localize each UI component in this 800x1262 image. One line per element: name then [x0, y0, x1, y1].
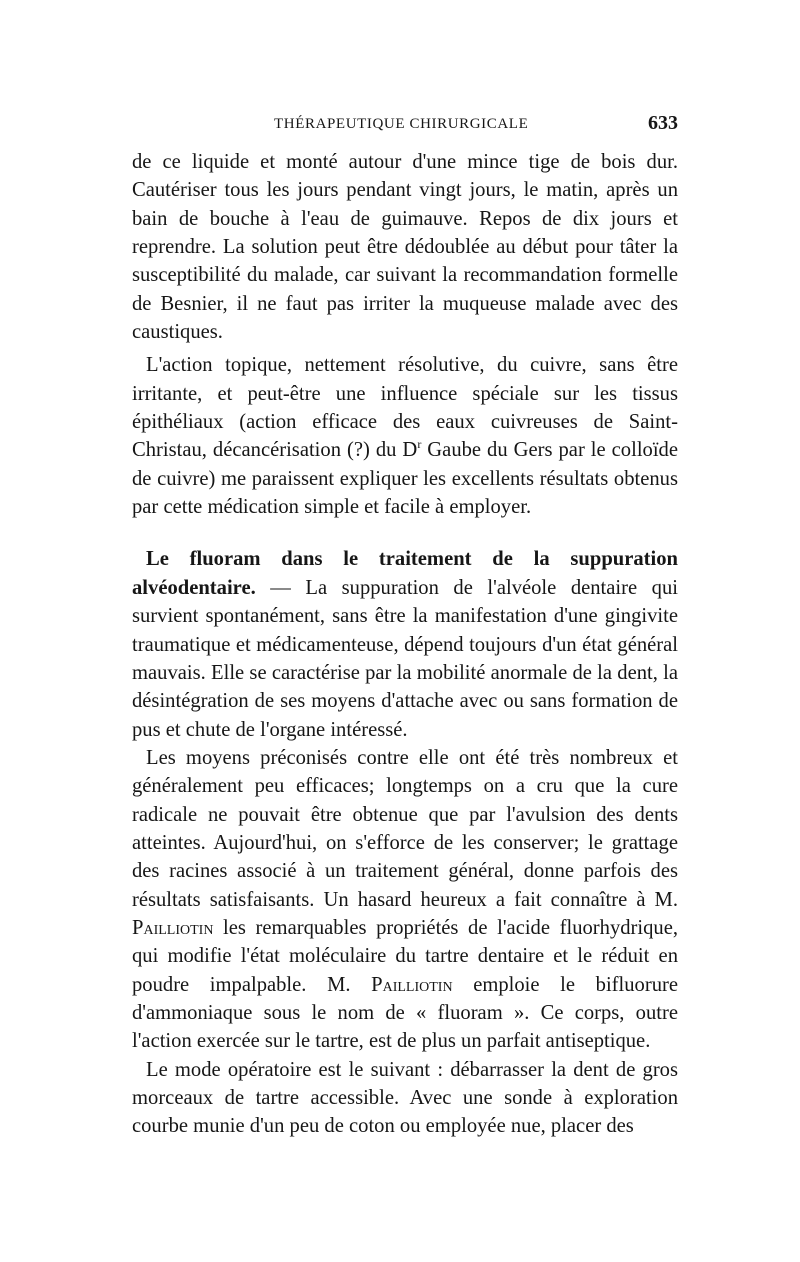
- superscript: r: [417, 437, 422, 452]
- section-heading: Le fluoram dans le traitement de la suppuration alvéodentaire.: [132, 548, 678, 599]
- paragraph-text: L'action topique, nettement résolutive, du cuivre, sans être irritante, et peut-être une influence spéciale sur les tissus épithéliaux (action efficace des eaux cuivreuses de Saint-Christau, décancérisation (?) du D: [132, 354, 678, 462]
- paragraph-text: Les moyens préconisés contre elle ont été très nombreux et généralement peu efficaces; longtemps on a cru que la cure radicale ne pouvait être obtenue que par l'avulsion des dents atteintes. Aujourd'hui, on s'efforce de les conserver; le grattage des racines associé à un traitement général, donne parfois des résultats satisfaisants. Un hasard heureux a fait connaître à M.: [132, 746, 678, 911]
- page-header: [132, 112, 678, 136]
- paragraph-text: emploie le bifluorure d'ammoniaque sous le nom de « fluoram ». Ce corps, outre l'action exercée sur le tartre, est de plus un parfait antiseptique.: [132, 973, 678, 1053]
- paragraph: Le mode opératoire est le suivant : débarrasser la dent de gros morceaux de tartre accessible. Avec une sonde à exploration courbe munie d'un peu de coton ou employée nue, placer des: [132, 1058, 678, 1138]
- person-name: Pailliotin: [132, 916, 214, 939]
- paragraph-text: les remarquables propriétés de l'acide fluorhydrique, qui modifie l'état moléculaire du tartre dentaire et le réduit en poudre impalpable. M.: [132, 916, 678, 996]
- paragraph: de ce liquide et monté autour d'une mince tige de bois dur. Cautériser tous les jours pendant vingt jours, le matin, après un bain de bouche à l'eau de guimauve. Repos de dix jours et reprendre. La solution peut être dédoublée au début pour tâter la susceptibilité du malade, car suivant la recommandation formelle de Besnier, il ne faut pas irriter la muqueuse malade avec des caustiques.: [132, 151, 678, 344]
- paragraph: [132, 351, 678, 521]
- running-title: THÉRAPEUTIQUE CHIRURGICALE: [274, 116, 529, 132]
- paragraph-text: — La suppuration de l'alvéole dentaire qui survient spontanément, sans être la manifestation d'une gingivite traumatique et médicamenteuse, dépend toujours d'un état général mauvais. Elle se caractérise par la mobilité anormale de la dent, la désintégration de ses moyens d'attache avec ou sans formation de pus et chute de l'organe intéressé.: [132, 576, 678, 741]
- body-text: [132, 148, 678, 1141]
- section-paragraph: [132, 545, 678, 743]
- paragraph: [132, 744, 678, 1056]
- paragraph-text: Gaube du Gers par le colloïde de cuivre) me paraissent expliquer les excellents résultats obtenus par cette médication simple et facile à employer.: [132, 439, 678, 519]
- page-number: 633: [648, 112, 678, 134]
- person-name: Pailliotin: [371, 973, 453, 996]
